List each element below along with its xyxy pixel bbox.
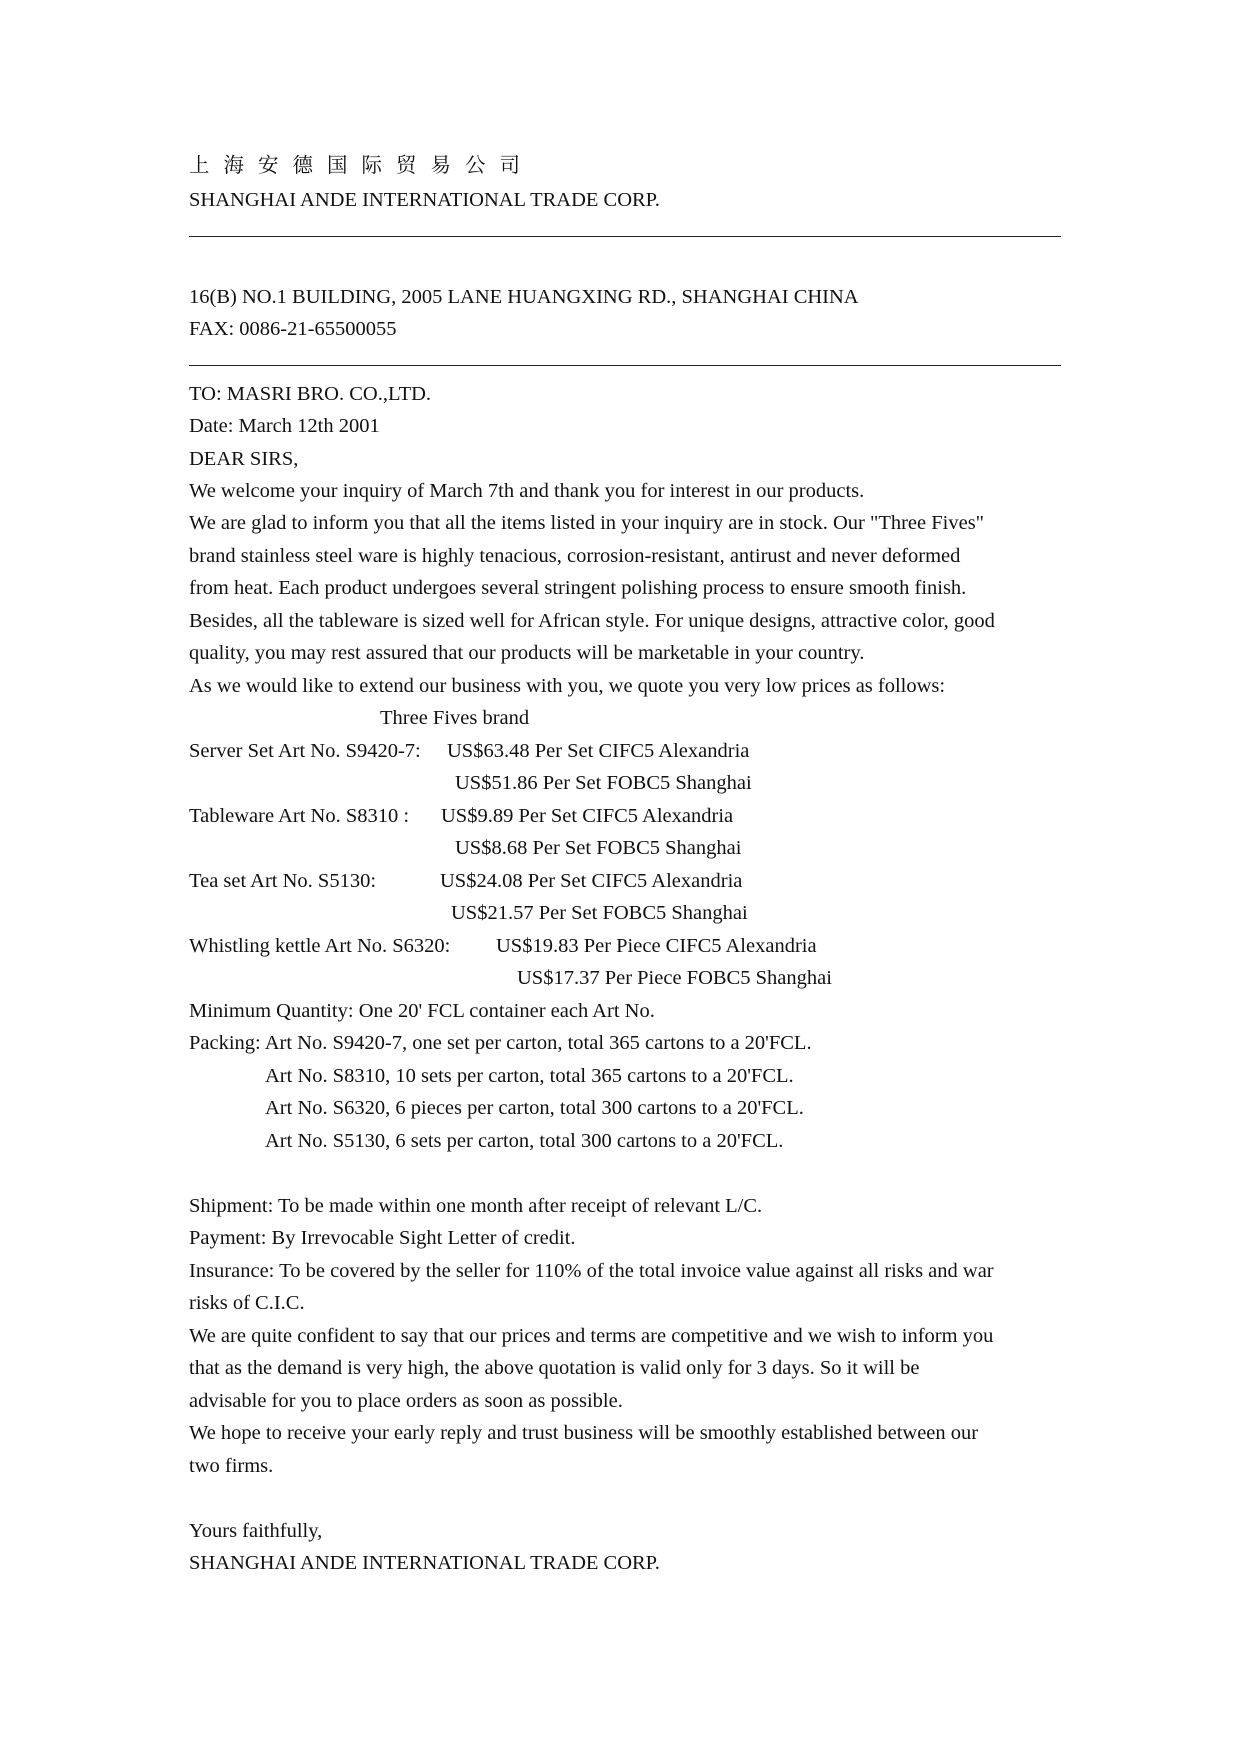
packing-line: Art No. S5130, 6 sets per carton, total 300 cartons to a 20'FCL. bbox=[265, 1130, 784, 1152]
brand-heading: Three Fives brand bbox=[380, 707, 530, 729]
quote-cif-price: US$24.08 Per Set CIFC5 Alexandria bbox=[440, 870, 743, 892]
quote-item: Server Set Art No. S9420-7: bbox=[189, 740, 421, 762]
quote-item: Whistling kettle Art No. S6320: bbox=[189, 935, 451, 957]
quote-item: Tableware Art No. S8310 : bbox=[189, 805, 410, 827]
quote-fob-price: US$21.57 Per Set FOBC5 Shanghai bbox=[451, 902, 748, 924]
packing-line: Art No. S8310, 10 sets per carton, total 365 cartons to a 20'FCL. bbox=[265, 1065, 794, 1087]
letter-date: Date: March 12th 2001 bbox=[189, 415, 380, 437]
paragraph-validity-line-1: We are quite confident to say that our prices and terms are competitive and we wish to inform you bbox=[189, 1325, 994, 1347]
quote-fob-price: US$8.68 Per Set FOBC5 Shanghai bbox=[455, 837, 742, 859]
quote-cif-price: US$63.48 Per Set CIFC5 Alexandria bbox=[447, 740, 750, 762]
paragraph-intro: We welcome your inquiry of March 7th and thank you for interest in our products. bbox=[189, 480, 865, 502]
paragraph-validity-line-3: advisable for you to place orders as soon as possible. bbox=[189, 1390, 623, 1412]
company-fax: FAX: 0086-21-65500055 bbox=[189, 318, 397, 340]
packing-line: Packing: Art No. S9420-7, one set per carton, total 365 cartons to a 20'FCL. bbox=[189, 1032, 812, 1054]
salutation: DEAR SIRS, bbox=[189, 448, 299, 470]
closing: Yours faithfully, bbox=[189, 1520, 323, 1542]
insurance-terms-line-2: risks of C.I.C. bbox=[189, 1292, 305, 1314]
payment-terms: Payment: By Irrevocable Sight Letter of credit. bbox=[189, 1227, 576, 1249]
paragraph-closing-line-2: two firms. bbox=[189, 1455, 274, 1477]
quote-fob-price: US$51.86 Per Set FOBC5 Shanghai bbox=[455, 772, 752, 794]
quote-fob-price: US$17.37 Per Piece FOBC5 Shanghai bbox=[517, 967, 832, 989]
quote-cif-price: US$9.89 Per Set CIFC5 Alexandria bbox=[441, 805, 734, 827]
quote-item: Tea set Art No. S5130: bbox=[189, 870, 377, 892]
insurance-terms-line-1: Insurance: To be covered by the seller for 110% of the total invoice value against all risks and war bbox=[189, 1260, 994, 1282]
paragraph-closing-line-1: We hope to receive your early reply and trust business will be smoothly established between our bbox=[189, 1422, 979, 1444]
header-divider bbox=[189, 236, 1061, 237]
paragraph-product-line-1: We are glad to inform you that all the items listed in your inquiry are in stock. Our "Three Fives" bbox=[189, 512, 985, 534]
packing-line: Art No. S6320, 6 pieces per carton, total 300 cartons to a 20'FCL. bbox=[265, 1097, 804, 1119]
minimum-quantity: Minimum Quantity: One 20' FCL container each Art No. bbox=[189, 1000, 655, 1022]
paragraph-product-line-4: Besides, all the tableware is sized well for African style. For unique designs, attractive color, good bbox=[189, 610, 995, 632]
quote-cif-price: US$19.83 Per Piece CIFC5 Alexandria bbox=[496, 935, 817, 957]
recipient: TO: MASRI BRO. CO.,LTD. bbox=[189, 383, 432, 405]
shipment-terms: Shipment: To be made within one month after receipt of relevant L/C. bbox=[189, 1195, 763, 1217]
address-divider bbox=[189, 365, 1061, 366]
paragraph-product-line-5: quality, you may rest assured that our products will be marketable in your country. bbox=[189, 642, 865, 664]
company-name-chinese: 上海安德国际贸易公司 bbox=[189, 153, 534, 177]
paragraph-product-line-3: from heat. Each product undergoes several stringent polishing process to ensure smooth finish. bbox=[189, 577, 967, 599]
signature: SHANGHAI ANDE INTERNATIONAL TRADE CORP. bbox=[189, 1552, 660, 1574]
company-address: 16(B) NO.1 BUILDING, 2005 LANE HUANGXING RD., SHANGHAI CHINA bbox=[189, 286, 859, 308]
paragraph-quote-intro: As we would like to extend our business with you, we quote you very low prices as follows: bbox=[189, 675, 946, 697]
paragraph-validity-line-2: that as the demand is very high, the above quotation is valid only for 3 days. So it will be bbox=[189, 1357, 920, 1379]
company-name-english: SHANGHAI ANDE INTERNATIONAL TRADE CORP. bbox=[189, 189, 660, 211]
paragraph-product-line-2: brand stainless steel ware is highly tenacious, corrosion-resistant, antirust and never deformed bbox=[189, 545, 961, 567]
